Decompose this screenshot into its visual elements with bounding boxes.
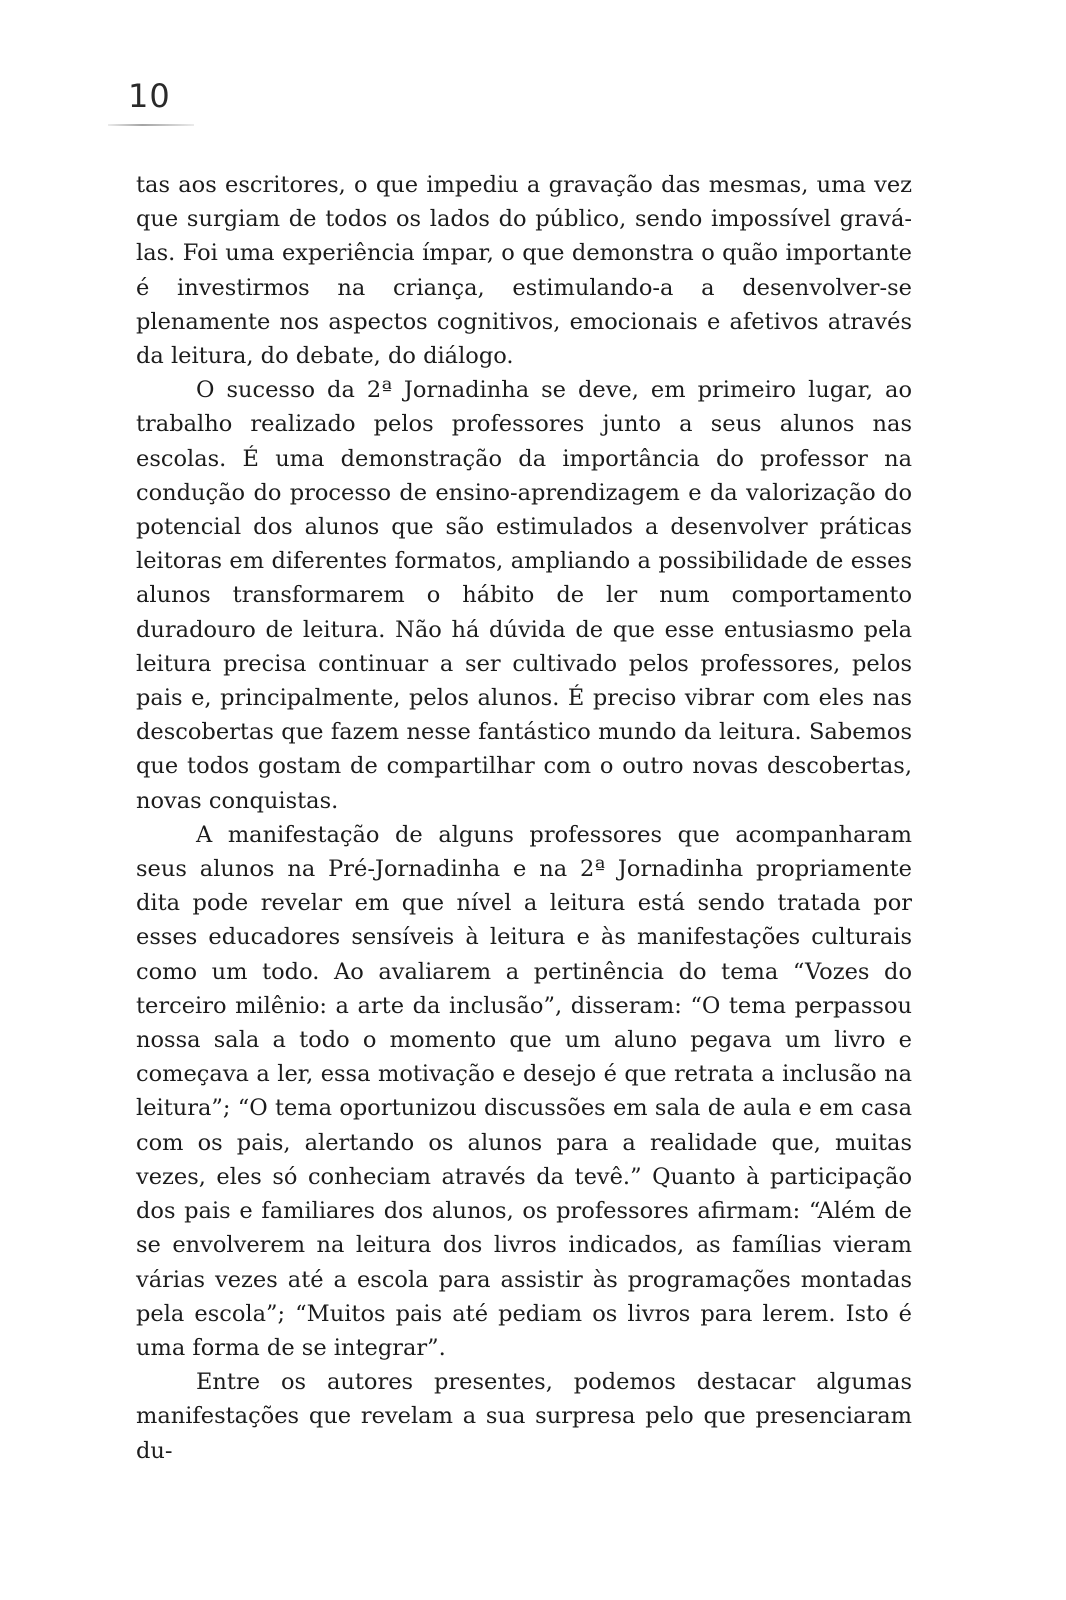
page-number: 10 — [128, 77, 171, 115]
paragraph-continuation: tas aos escritores, o que impediu a gravação das mesmas, uma vez que surgiam de todos os lados do público, sendo impossível gravá-las. Foi uma experiência ímpar, o que demonstra o quão importante é investirmos na criança, estimulando-a a desenvolver-se plenamente nos aspectos cognitivos, emocionais e afetivos através da leitura, do debate, do diálogo. — [136, 172, 912, 370]
paragraph-teacher-manifestations: A manifestação de alguns professores que acompanharam seus alunos na Pré-Jornadinha e na 2ª Jornadinha propriamente dita pode revelar em que nível a leitura está sendo tratada por esses educadores sensíveis à leitura e às manifestações culturais como um todo. Ao avaliarem a pertinência do tema “Vozes do terceiro milênio: a arte da inclusão”, disseram: “O tema perpassou nossa sala a todo o momento que um aluno pegava um livro e começava a ler, essa motivação e desejo é que retrata a inclusão na leitura”; “O tema oportunizou discussões em sala de aula e em casa com os pais, alertando os alunos para a realidade que, muitas vezes, eles só conheciam através da tevê.” Quanto à participação dos pais e familiares dos alunos, os professores afirmam: “Além de se envolverem na leitura dos livros indicados, as famílias vieram várias vezes até a escola para assistir às programações montadas pela escola”; “Muitos pais até pediam os livros para lerem. Isto é uma forma de se integrar”. — [136, 821, 912, 1361]
page-number-underline — [108, 124, 194, 126]
body-text — [136, 168, 912, 1468]
paragraph-authors: Entre os autores presentes, podemos destacar algumas manifestações que revelam a sua surpresa pelo que presenciaram du- — [136, 1369, 912, 1464]
paragraph-jornadinha-success: O sucesso da 2ª Jornadinha se deve, em primeiro lugar, ao trabalho realizado pelos professores junto a seus alunos nas escolas. É uma demonstração da importância do professor na condução do processo de ensino-aprendizagem e da valorização do potencial dos alunos que são estimulados a desenvolver práticas leitoras em diferentes formatos, ampliando a possibilidade de esses alunos transformarem o hábito de ler num comportamento duradouro de leitura. Não há dúvida de que esse entusiasmo pela leitura precisa continuar a ser cultivado pelos professores, pelos pais e, principalmente, pelos alunos. É preciso vibrar com eles nas descobertas que fazem nesse fantástico mundo da leitura. Sabemos que todos gostam de compartilhar com o outro novas descobertas, novas conquistas. — [136, 377, 912, 814]
